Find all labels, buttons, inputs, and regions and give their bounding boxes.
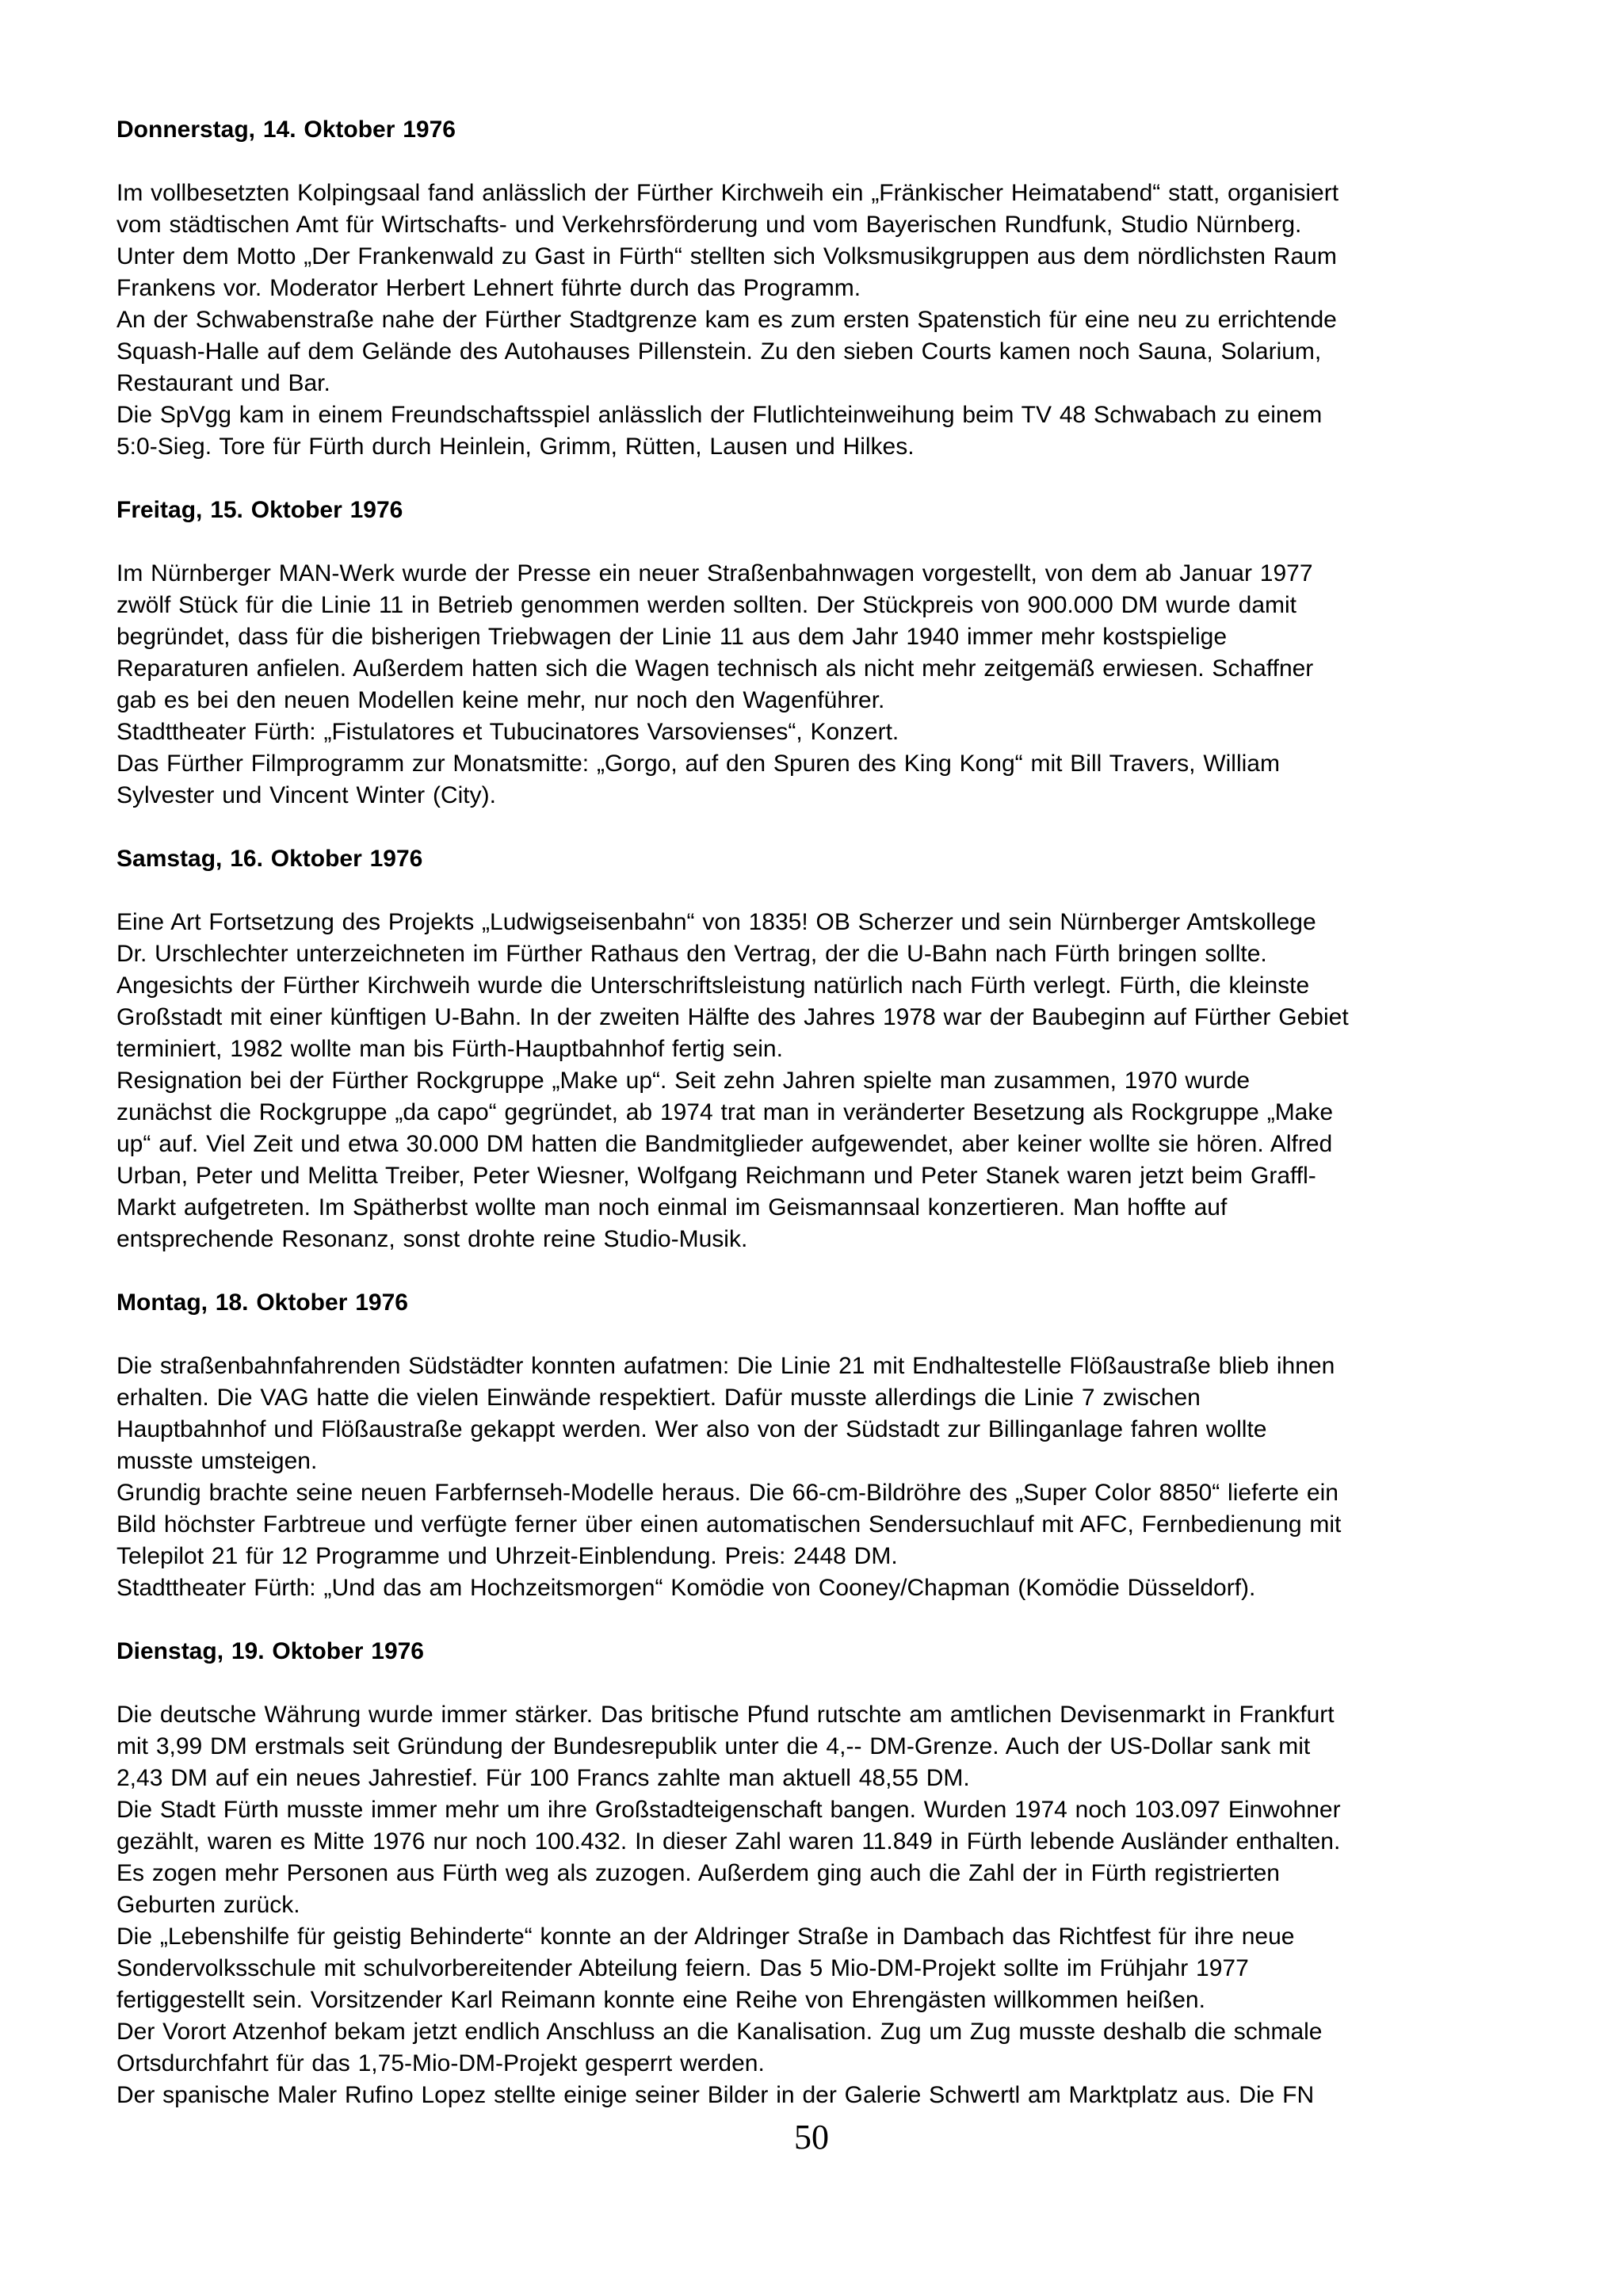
- text-line: Sondervolksschule mit schulvorbereitender Abteilung feiern. Das 5 Mio-DM-Projekt sollte im Frühjahr 1977: [116, 1955, 1249, 1981]
- text-line: Dr. Urschlechter unterzeichneten im Fürther Rathaus den Vertrag, der die U-Bahn nach Fürth bringen sollte.: [116, 941, 1267, 967]
- text-line: 2,43 DM auf ein neues Jahrestief. Für 100 Francs zahlte man aktuell 48,55 DM.: [116, 1765, 970, 1791]
- text-line: Bild höchster Farbtreue und verfügte ferner über einen automatischen Sendersuchlauf mit AFC, Fernbedienung mit: [116, 1511, 1342, 1538]
- text-line: An der Schwabenstraße nahe der Fürther Stadtgrenze kam es zum ersten Spatenstich für eine neu zu errichtende: [116, 307, 1337, 333]
- text-line: Markt aufgetreten. Im Spätherbst wollte man noch einmal im Geismannsaal konzertieren. Man hoffte auf: [116, 1194, 1228, 1221]
- text-line: Urban, Peter und Melitta Treiber, Peter Wiesner, Wolfgang Reichmann und Peter Stanek waren jetzt beim Graffl-: [116, 1163, 1316, 1189]
- text-line: Eine Art Fortsetzung des Projekts „Ludwigseisenbahn“ von 1835! OB Scherzer und sein Nürnberger Amtskollege: [116, 909, 1316, 935]
- text-line: Reparaturen anfielen. Außerdem hatten sich die Wagen technisch als nicht mehr zeitgemäß erwiesen. Schaffner: [116, 655, 1314, 682]
- blank-line: [116, 875, 1514, 907]
- blank-line: [116, 1604, 1514, 1636]
- text-line: Squash-Halle auf dem Gelände des Autohauses Pillenstein. Zu den sieben Courts kamen noch Sauna, Solarium,: [116, 338, 1322, 365]
- text-line: Der spanische Maler Rufino Lopez stellte einige seiner Bilder in der Galerie Schwertl am Marktplatz aus. Die FN: [116, 2082, 1315, 2108]
- text-line: up“ auf. Viel Zeit und etwa 30.000 DM hatten die Bandmitglieder aufgewendet, aber keiner wollte sie hören. Alfred: [116, 1131, 1333, 1157]
- section-heading: Samstag, 16. Oktober 1976: [116, 846, 423, 872]
- blank-line: [116, 526, 1514, 558]
- text-line: Der Vorort Atzenhof bekam jetzt endlich Anschluss an die Kanalisation. Zug um Zug musste deshalb die schmale: [116, 2019, 1323, 2045]
- text-line: Resignation bei der Fürther Rockgruppe „Make up“. Seit zehn Jahren spielte man zusammen, 1970 wurde: [116, 1068, 1251, 1094]
- section-heading: Donnerstag, 14. Oktober 1976: [116, 117, 456, 143]
- blank-line: [116, 1668, 1514, 1699]
- text-line: gab es bei den neuen Modellen keine mehr, nur noch den Wagenführer.: [116, 687, 885, 713]
- text-line: Angesichts der Fürther Kirchweih wurde die Unterschriftsleistung natürlich nach Fürth verlegt. Fürth, die kleinste: [116, 972, 1310, 999]
- text-line: zwölf Stück für die Linie 11 in Betrieb genommen werden sollten. Der Stückpreis von 900.000 DM wurde damit: [116, 592, 1297, 618]
- text-line: gezählt, waren es Mitte 1976 nur noch 100.432. In dieser Zahl waren 11.849 in Fürth lebende Ausländer enthalten.: [116, 1828, 1341, 1855]
- blank-line: [116, 1255, 1514, 1287]
- text-line: Telepilot 21 für 12 Programme und Uhrzeit-Einblendung. Preis: 2448 DM.: [116, 1543, 898, 1569]
- text-line: Stadttheater Fürth: „Und das am Hochzeitsmorgen“ Komödie von Cooney/Chapman (Komödie Düsseldorf).: [116, 1575, 1256, 1601]
- text-line: Grundig brachte seine neuen Farbfernseh-Modelle heraus. Die 66-cm-Bildröhre des „Super Color 8850“ lieferte ein: [116, 1480, 1338, 1506]
- text-line: Geburten zurück.: [116, 1892, 300, 1918]
- text-line: Die „Lebenshilfe für geistig Behinderte“ konnte an der Aldringer Straße in Dambach das Richtfest für ihre neue: [116, 1924, 1295, 1950]
- text-line: zunächst die Rockgruppe „da capo“ gegründet, ab 1974 trat man in veränderter Besetzung als Rockgruppe „Make: [116, 1099, 1334, 1125]
- text-line: Restaurant und Bar.: [116, 370, 330, 396]
- page-number: 50: [794, 2118, 829, 2157]
- text-line: Frankens vor. Moderator Herbert Lehnert führte durch das Programm.: [116, 275, 861, 301]
- text-line: Im Nürnberger MAN-Werk wurde der Presse ein neuer Straßenbahnwagen vorgestellt, von dem ab Januar 1977: [116, 560, 1313, 586]
- text-line: musste umsteigen.: [116, 1448, 318, 1474]
- text-line: Hauptbahnhof und Flößaustraße gekappt werden. Wer also von der Südstadt zur Billinganlage fahren wollte: [116, 1416, 1267, 1442]
- text-line: Großstadt mit einer künftigen U-Bahn. In der zweiten Hälfte des Jahres 1978 war der Baubeginn auf Fürther Gebiet: [116, 1004, 1349, 1030]
- document-content: [116, 114, 1514, 2143]
- text-line: terminiert, 1982 wollte man bis Fürth-Hauptbahnhof fertig sein.: [116, 1036, 783, 1062]
- text-line: Die SpVgg kam in einem Freundschaftsspiel anlässlich der Flutlichteinweihung beim TV 48 Schwabach zu einem: [116, 402, 1323, 428]
- text-line: Unter dem Motto „Der Frankenwald zu Gast in Fürth“ stellten sich Volksmusikgruppen aus dem nördlichsten Raum: [116, 243, 1337, 269]
- text-line: Das Fürther Filmprogramm zur Monatsmitte: „Gorgo, auf den Spuren des King Kong“ mit Bill Travers, William: [116, 751, 1280, 777]
- section-heading: Dienstag, 19. Oktober 1976: [116, 1638, 424, 1664]
- text-line: 5:0-Sieg. Tore für Fürth durch Heinlein, Grimm, Rütten, Lausen und Hilkes.: [116, 434, 915, 460]
- text-line: Die Stadt Fürth musste immer mehr um ihre Großstadteigenschaft bangen. Wurden 1974 noch 103.097 Einwohner: [116, 1797, 1341, 1823]
- text-line: Die deutsche Währung wurde immer stärker. Das britische Pfund rutschte am amtlichen Devisenmarkt in Frankfurt: [116, 1702, 1335, 1728]
- text-line: Sylvester und Vincent Winter (City).: [116, 782, 496, 808]
- text-line: erhalten. Die VAG hatte die vielen Einwände respektiert. Dafür musste allerdings die Linie 7 zwischen: [116, 1385, 1201, 1411]
- text-line: entsprechende Resonanz, sonst drohte reine Studio-Musik.: [116, 1226, 748, 1252]
- blank-line: [116, 1319, 1514, 1350]
- text-line: Im vollbesetzten Kolpingsaal fand anlässlich der Fürther Kirchweih ein „Fränkischer Heimatabend“ statt, organisiert: [116, 180, 1339, 206]
- blank-line: [116, 463, 1514, 495]
- text-line: begründet, dass für die bisherigen Triebwagen der Linie 11 aus dem Jahr 1940 immer mehr kostspielige: [116, 624, 1228, 650]
- section-heading: Montag, 18. Oktober 1976: [116, 1289, 408, 1316]
- text-line: Es zogen mehr Personen aus Fürth weg als zuzogen. Außerdem ging auch die Zahl der in Fürth registrierten: [116, 1860, 1280, 1886]
- blank-line: [116, 146, 1514, 178]
- blank-line: [116, 812, 1514, 843]
- section-heading: Freitag, 15. Oktober 1976: [116, 497, 403, 523]
- text-line: mit 3,99 DM erstmals seit Gründung der Bundesrepublik unter die 4,-- DM-Grenze. Auch der US-Dollar sank mit: [116, 1733, 1311, 1759]
- text-line: Ortsdurchfahrt für das 1,75-Mio-DM-Projekt gesperrt werden.: [116, 2050, 765, 2076]
- text-line: vom städtischen Amt für Wirtschafts- und Verkehrsförderung und vom Bayerischen Rundfunk, Studio Nürnberg.: [116, 212, 1302, 238]
- text-line: Stadttheater Fürth: „Fistulatores et Tubucinatores Varsovienses“, Konzert.: [116, 719, 899, 745]
- text-line: Die straßenbahnfahrenden Südstädter konnten aufatmen: Die Linie 21 mit Endhaltestelle Flößaustraße blieb ihnen: [116, 1353, 1335, 1379]
- text-line: fertiggestellt sein. Vorsitzender Karl Reimann konnte eine Reihe von Ehrengästen willkommen heißen.: [116, 1987, 1205, 2013]
